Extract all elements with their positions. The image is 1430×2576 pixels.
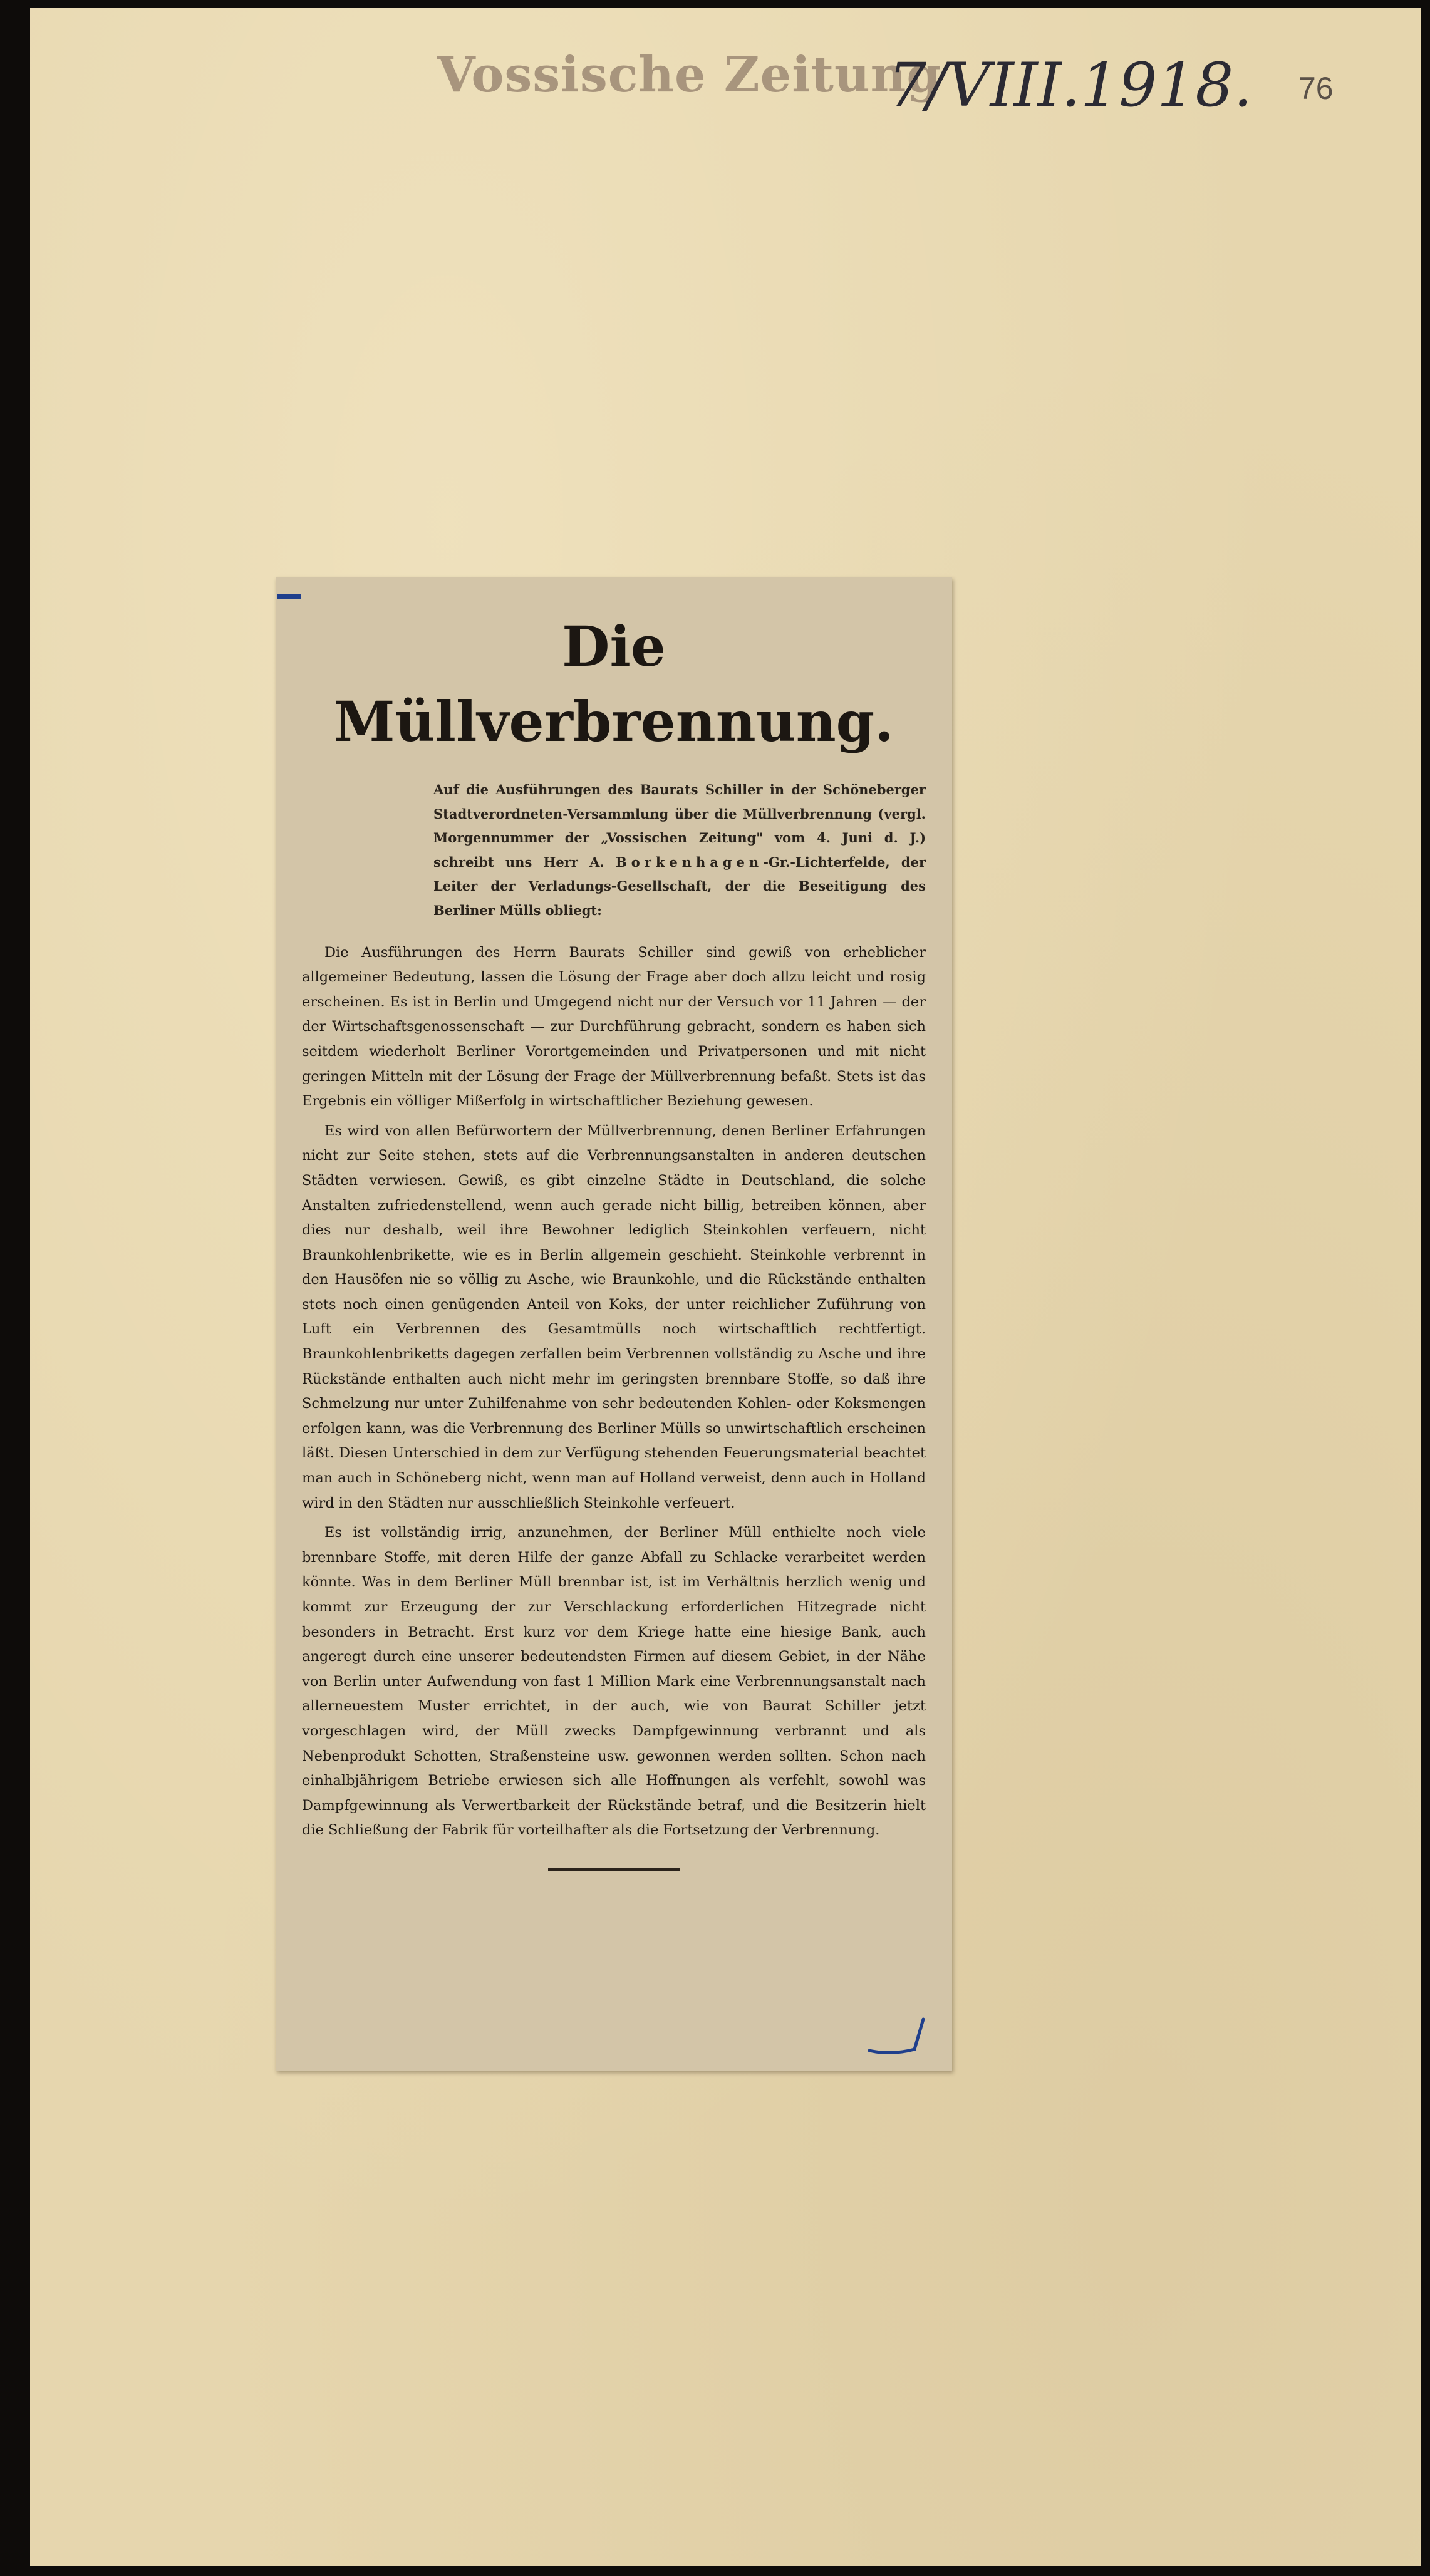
blue-pencil-mark [277,594,301,599]
handwritten-date: 7/VIII.1918. [888,50,1253,120]
intro-text-start: Auf die Ausführungen des Baurats Schiller in der Schöneberger Stadtverordneten-Versammlung über die Müllverbrennung (vergl. Morgennummer der „Vossischen Zeitung" vom 4. Juni d. J.) schreibt uns Herr A. [433,782,926,870]
newspaper-clipping [276,577,952,2071]
intro-text-end: -Gr.-Lichterfelde, der Leiter der Verladungs-Gesellschaft, der die Beseitigung des Berliner Mülls obliegt: [433,854,926,918]
paragraph: Es wird von allen Befürwortern der Müllverbrennung, denen Berliner Erfahrungen nicht zur Seite stehen, stets auf die Verbrennungsanstalten in anderen deutschen Städten verwiesen. Gewiß, es gibt einzelne Städte in Deutschland, die solche Anstalten zufriedenstellend, wenn auch gerade nicht billig, betreiben können, aber dies nur deshalb, weil ihre Bewohner lediglich Steinkohlen verfeuern, nicht Braunkohlenbrikette, wie es in Berlin allgemein geschieht. Steinkohle verbrennt in den Hausöfen nie so völlig zu Asche, wie Braunkohle, und die Rückstände enthalten stets noch einen genügenden Anteil von Koks, der unter reichlicher Zuführung von Luft ein Verbrennen des Gesamtmülls noch wirtschaftlich rechtfertigt. Braunkohlenbriketts dagegen zerfallen beim Verbrennen vollständig zu Asche und ihre Rückstände enthalten auch nicht mehr im geringsten brennbare Stoffe, so daß ihre Schmelzung nur unter Zuhilfenahme von sehr bedeutenden Kohlen- oder Koksmengen erfolgen kann, was die Verbrennung des Berliner Mülls so unwirtschaftlich erscheinen läßt. Diesen Unterschied in dem zur Verfügung stehenden Feuerungsmaterial beachtet man auch in Schöneberg nicht, wenn man auf Holland verweist, denn auch in Holland wird in den Städten nur ausschließlich Steinkohle verfeuert. [302,1122,926,1511]
newspaper-stamp: Vossische Zeitung [437,46,941,103]
article-intro [433,778,926,923]
paragraph: Es ist vollständig irrig, anzunehmen, der Berliner Müll enthielte noch viele brennbare Stoffe, mit deren Hilfe der ganze Abfall zu Schlacke verarbeitet werden könnte. Was in dem Berliner Müll brennbar ist, ist im Verhältnis herzlich wenig und kommt zur Erzeugung der zur Verschlackung erforderlichen Hitzegrade nicht besonders in Betracht. Erst kurz vor dem Kriege hatte eine hiesige Bank, auch angeregt durch eine unserer bedeutendsten Firmen auf diesem Gebiet, in der Nähe von Berlin unter Aufwendung von fast 1 Million Mark eine Verbrennungsanstalt nach allerneuestem Muster errichtet, in der auch, wie von Baurat Schiller jetzt vorgeschlagen wird, der Müll zwecks Dampfgewinnung verbrannt und als Nebenprodukt Schotten, Straßensteine usw. gewonnen werden sollten. Schon nach einhalbjährigem Betriebe erwiesen sich alle Hoffnungen als verfehlt, sowohl was Dampfgewinnung als Verwertbarkeit der Rückstände betraf, und die Besitzerin hielt die Schließung der Fabrik für vorteilhafter als die Fortsetzung der Verbrennung. [302,1524,926,1839]
article-headline: Die Müllverbrennung. [334,614,894,754]
intro-author-name: Borkenhagen [616,854,764,870]
end-rule [548,1868,680,1871]
article-body [302,941,926,1843]
paragraph: Die Ausführungen des Herrn Baurats Schiller sind gewiß von erheblicher allgemeiner Bedeutung, lassen die Lösung der Frage aber doch allzu leicht und rosig erscheinen. Es ist in Berlin und Umgegend nicht nur der Versuch vor 11 Jahren — der der Wirtschaftsgenossenschaft — zur Durchführung gebracht, sondern es haben sich seitdem wiederholt Berliner Vorortgemeinden und Privatpersonen und mit nicht geringen Mitteln mit der Lösung der Frage der Müllverbrennung befaßt. Stets ist das Ergebnis ein völliger Mißerfolg in wirtschaftlicher Beziehung gewesen. [302,944,926,1110]
check-mark-icon [866,2015,928,2061]
page-number: 76 [1298,71,1334,106]
